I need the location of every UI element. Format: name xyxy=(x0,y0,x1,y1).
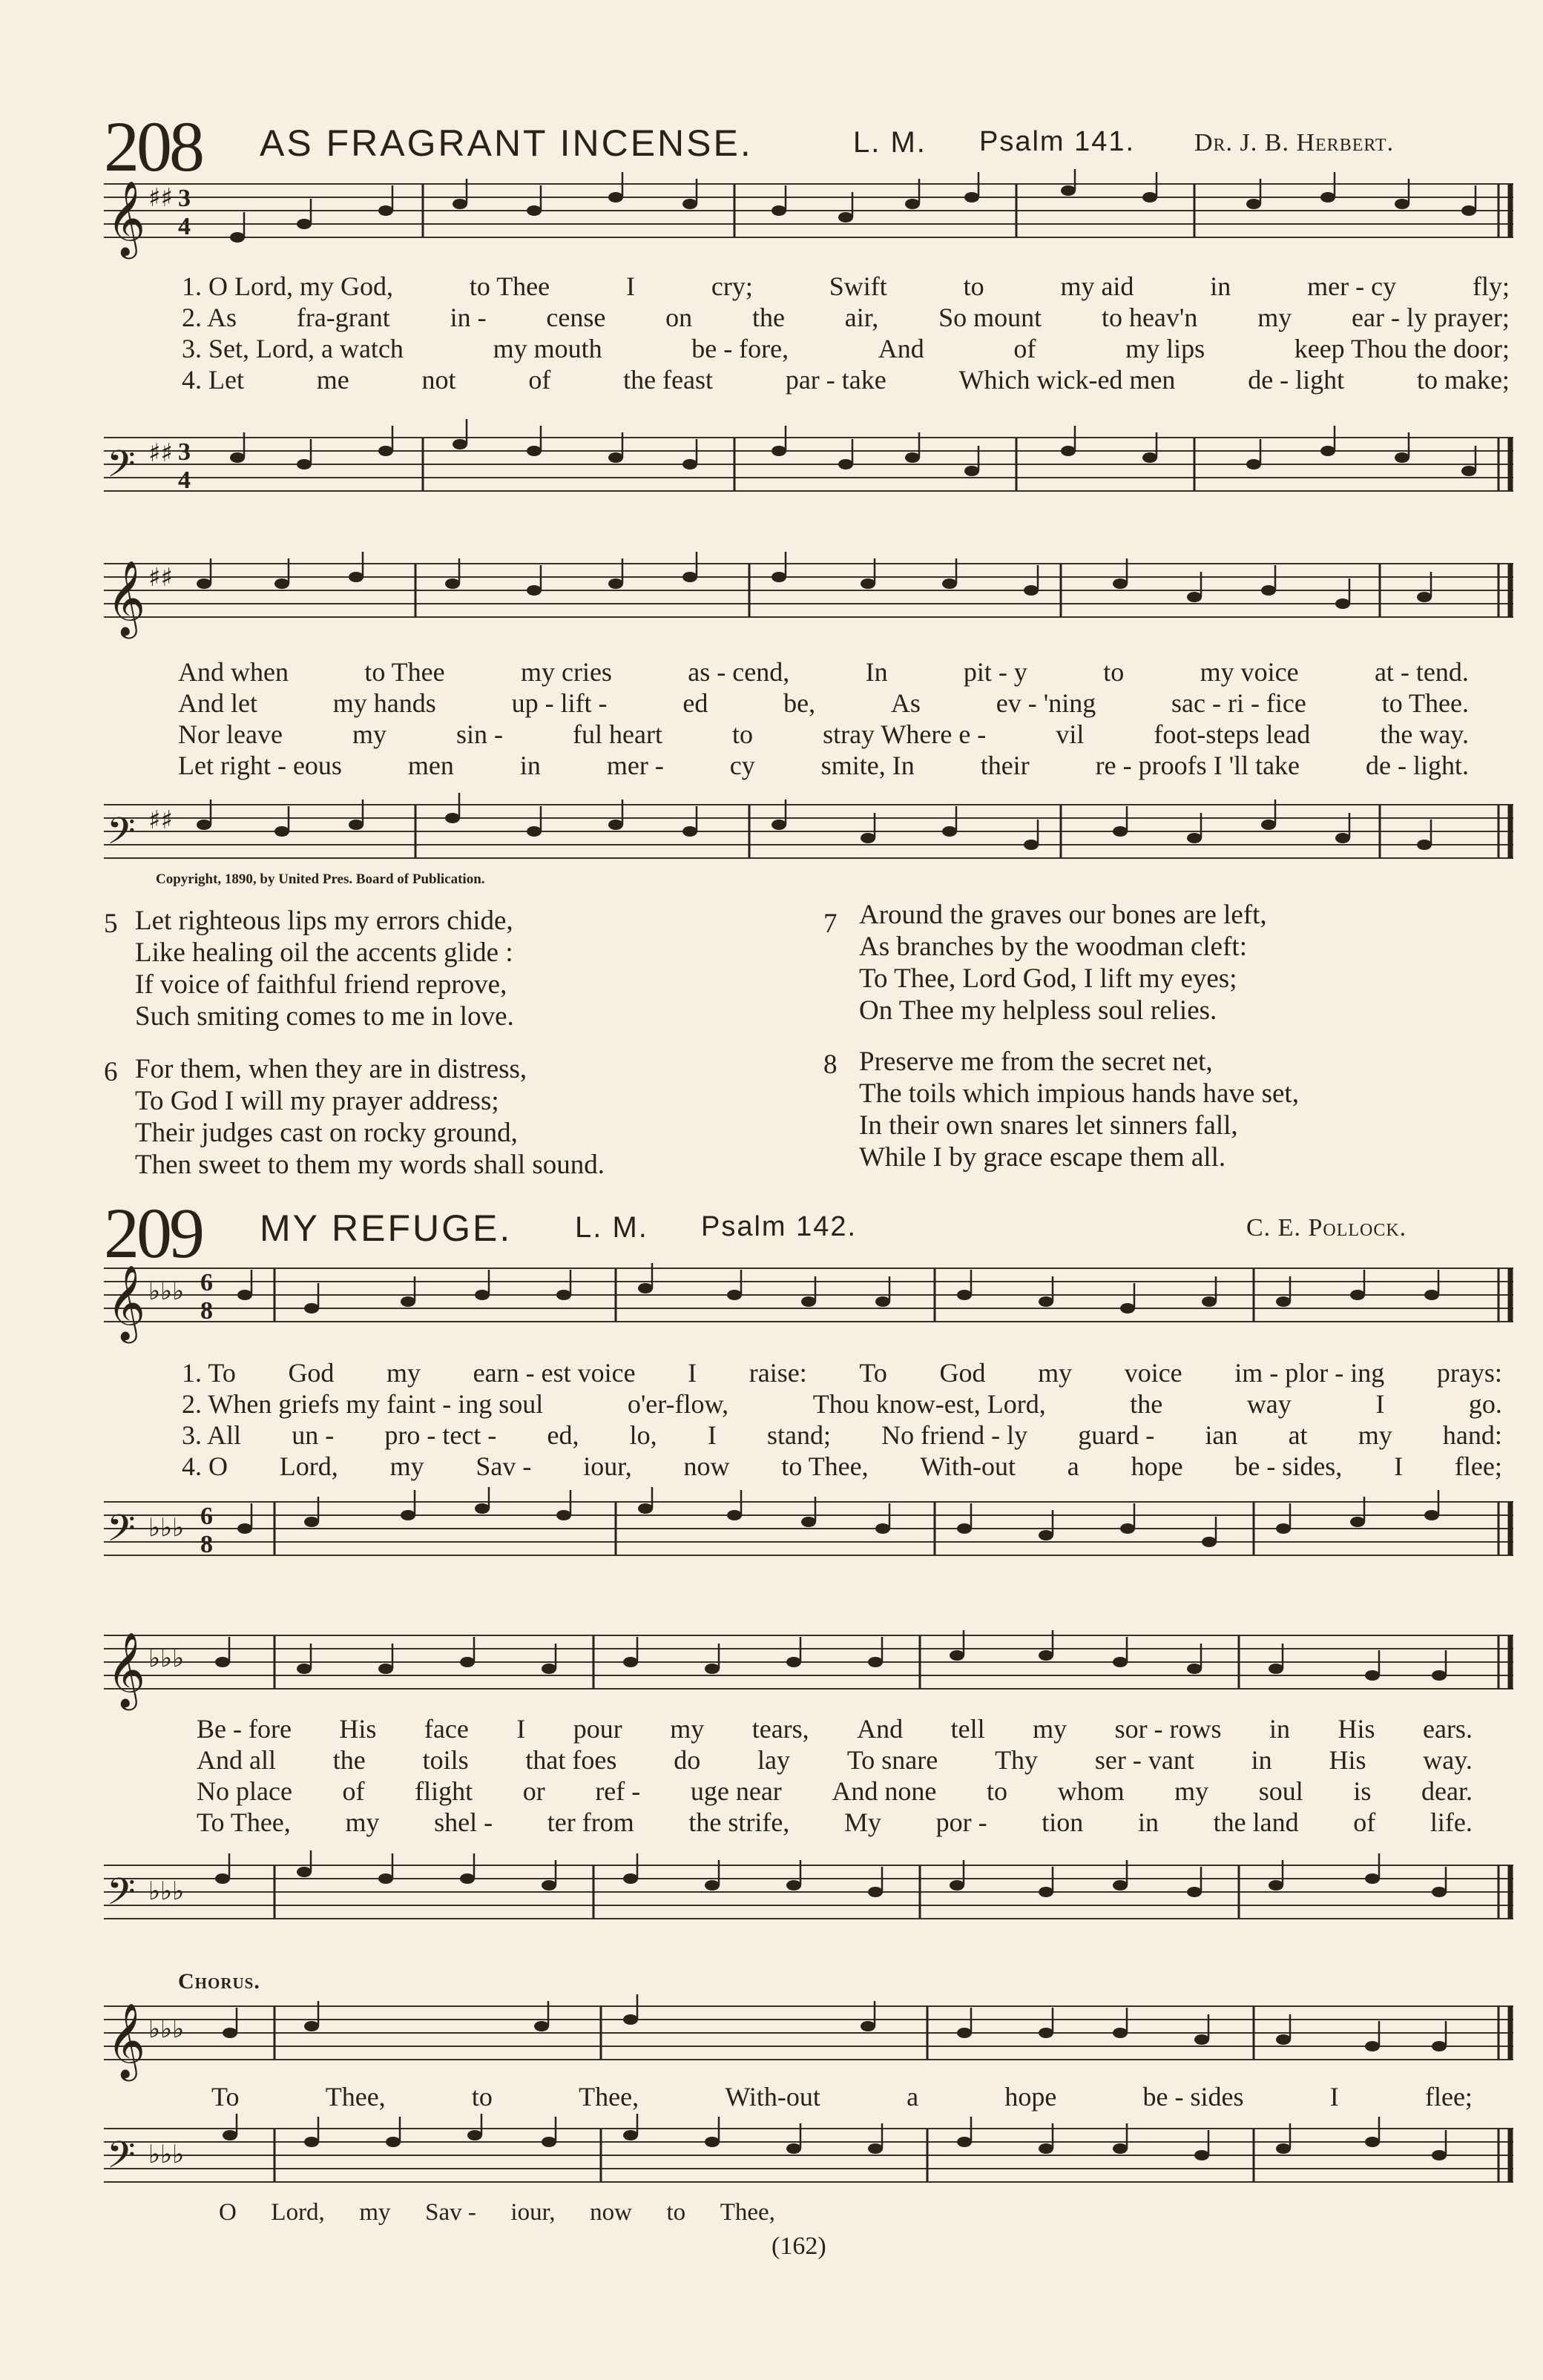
svg-text:♭♭♭: ♭♭♭ xyxy=(148,2014,185,2044)
svg-text:4: 4 xyxy=(178,213,191,240)
staff-lines xyxy=(104,184,1513,237)
svg-text:𝄞: 𝄞 xyxy=(107,1264,146,1340)
chorus-label: Chorus. xyxy=(178,1969,260,1994)
stanza-6: 6 For them, when they are in distress, To God I will my prayer address; Their judges cast on rocky ground, Then sweet to them my words shall sound. xyxy=(104,1054,605,1180)
hymn-209-number: 209 xyxy=(104,1193,202,1273)
svg-text:𝄞: 𝄞 xyxy=(107,1631,146,1707)
stanza-7: 7 Around the graves our bones are left, As branches by the woodman cleft: To Thee, Lord God, I lift my eyes; On Thee my helpless soul relies. xyxy=(823,900,1267,1026)
svg-text:8: 8 xyxy=(200,1531,213,1558)
hymn-208-number: 208 xyxy=(104,107,202,186)
svg-text:𝄞: 𝄞 xyxy=(107,2002,146,2078)
svg-text:♯♯: ♯♯ xyxy=(148,183,173,213)
chorus-treble-lyrics: To Thee, to Thee, With-out a hope be - sides I flee; xyxy=(211,2082,1473,2112)
svg-text:♯♯: ♯♯ xyxy=(148,438,173,468)
hymn-208-lyrics-2: And when to Thee my cries as - cend, In pit - y to my voice at - tend. And let my hands up - lift - ed be, As ev - 'ning sac - ri - fice to Thee. Nor leave my sin - ful heart to stray Where e - vil foot-steps lead the way. Let right - eous men in mer - cy smite, In their re - proofs I 'll take de - light. xyxy=(178,657,1469,780)
page-number: (162) xyxy=(772,2232,826,2260)
svg-text:6: 6 xyxy=(200,1503,213,1530)
hymn-209-scripture: Psalm 142. xyxy=(701,1211,858,1242)
svg-text:𝄢: 𝄢 xyxy=(107,2134,136,2186)
svg-text:8: 8 xyxy=(200,1297,213,1325)
verse-1-line: 1. O Lord, my God, to Thee I cry; Swift to my aid in mer - cy fly; xyxy=(182,271,1510,301)
svg-text:𝄞: 𝄞 xyxy=(107,559,146,636)
svg-text:♭♭♭: ♭♭♭ xyxy=(148,1513,185,1543)
stanza-8: 8 Preserve me from the secret net, The toils which impious hands have set, In their own snares let sinners fall, While I by grace escape them all. xyxy=(823,1046,1299,1173)
hymn-208-bass-staff-1 xyxy=(96,415,1521,512)
hymn-209-treble-staff-1 xyxy=(96,1253,1521,1357)
svg-text:𝄢: 𝄢 xyxy=(107,810,136,862)
hymn-209-composer: C. E. Pollock. xyxy=(1246,1214,1407,1242)
hymn-209-bass-staff-2 xyxy=(96,1850,1521,1947)
bass-clef-icon: 𝄢 xyxy=(107,443,136,495)
svg-text:♭♭♭: ♭♭♭ xyxy=(148,1644,185,1673)
svg-text:𝄢: 𝄢 xyxy=(107,1507,136,1559)
hymn-208-treble-staff-1 xyxy=(96,169,1521,273)
hymn-209-lyrics-1: 1. To God my earn - est voice I raise: To God my voice im - plor - ing prays: 2. When griefs my faint - ing soul o'er-flow, Thou know-est, Lord, the way I go. 3. All un - pro - tect - ed, lo, I stand; No friend - ly guard - ian at my hand: 4. O Lord, my Sav - iour, now to Thee, With-out a hope be - sides, I flee; xyxy=(182,1358,1502,1481)
svg-text:♭♭♭: ♭♭♭ xyxy=(148,2140,185,2169)
svg-text:6: 6 xyxy=(200,1269,213,1296)
hymn-209-lyrics-2: Be - fore His face I pour my tears, And tell my sor - rows in His ears. And all the toils that foes do lay To snare Thy ser - vant in His way. No place of flight or ref - uge near And none to whom my soul is dear. To Thee, my shel - ter from the strife, My por - tion in the land of life. xyxy=(197,1714,1473,1837)
svg-text:4: 4 xyxy=(178,467,191,494)
hymn-208-treble-staff-2 xyxy=(96,549,1521,653)
hymn-208-composer: Dr. J. B. Herbert. xyxy=(1194,129,1395,156)
hymn-208-scripture: Psalm 141. xyxy=(979,126,1136,157)
hymn-209-meter: L. M. xyxy=(575,1211,648,1244)
svg-text:3: 3 xyxy=(178,438,191,466)
svg-text:♭♭♭: ♭♭♭ xyxy=(148,1876,185,1906)
hymn-209-chorus-treble-staff xyxy=(96,1991,1521,2088)
svg-text:♯♯: ♯♯ xyxy=(148,805,173,835)
svg-text:♯♯: ♯♯ xyxy=(148,563,173,593)
svg-text:♭♭♭: ♭♭♭ xyxy=(148,1276,185,1306)
hymn-208-meter: L. M. xyxy=(853,126,927,159)
hymn-208-lyrics-1 xyxy=(182,271,1510,395)
hymn-209-bass-staff-1 xyxy=(96,1487,1521,1583)
treble-clef-icon: 𝄞 xyxy=(107,179,146,256)
hymn-209-treble-staff-2 xyxy=(96,1621,1521,1724)
hymn-209-title: MY REFUGE. xyxy=(260,1207,513,1249)
verse-4-line: 4. Let me not of the feast par - take Which wick-ed men de - light to make; xyxy=(182,365,1510,395)
svg-text:3: 3 xyxy=(178,185,191,212)
hymn-209-chorus-bass-staff xyxy=(96,2114,1521,2210)
stanza-5: 5 Let righteous lips my errors chide, Like healing oil the accents glide : If voice of faithful friend reprove, Such smiting comes to me in love. xyxy=(104,906,514,1032)
copyright-notice: Copyright, 1890, by United Pres. Board of Publication. xyxy=(156,871,485,887)
chorus-bass-lyrics: O Lord, my Sav - iour, now to Thee, xyxy=(219,2199,775,2226)
hymn-208-title: AS FRAGRANT INCENSE. xyxy=(260,122,753,164)
verse-3-line: 3. Set, Lord, a watch my mouth be - fore, And of my lips keep Thou the door; xyxy=(182,334,1510,363)
svg-text:𝄢: 𝄢 xyxy=(107,1870,136,1922)
verse-2-line: 2. As fra-grant in - cense on the air, So mount to heav'n my ear - ly prayer; xyxy=(182,303,1510,332)
